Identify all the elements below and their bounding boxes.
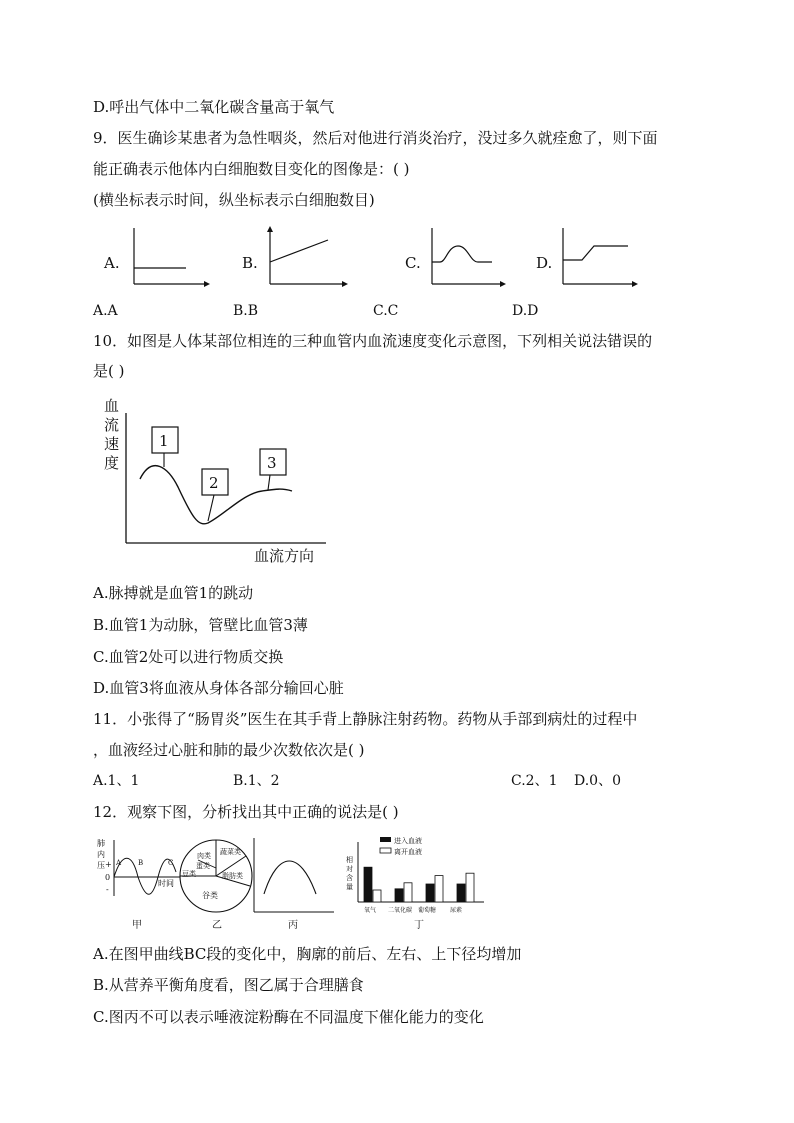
q11-option-a: A.1、1	[93, 773, 140, 789]
q12-jia-caption: 甲	[132, 920, 142, 931]
q12-jia-point-c: C	[168, 859, 174, 867]
q12-ding-bar-in	[395, 889, 403, 902]
q12-ding-legend-in: 进入血液	[394, 837, 422, 845]
q9-graph-b-label: B.	[242, 254, 258, 272]
q12-jia-ylabel-char: 压	[97, 861, 105, 870]
q10-stem-line1: 10．如图是人体某部位相连的三种血管内血流速度变化示意图，下列相关说法错误的	[93, 332, 653, 350]
q12-ding-category: 二氧化碳	[388, 907, 413, 914]
q12-ding-bar-out	[466, 873, 474, 902]
q9-graph-b	[242, 226, 348, 287]
q12-jia-tick-plus: +	[105, 860, 112, 869]
q12-ding-ylabel-char: 对	[346, 865, 353, 873]
q12-jia-point-a: A	[116, 859, 122, 867]
q12-yi-slice-label: 豆类	[182, 870, 196, 878]
q12-jia-tick-zero: 0	[105, 873, 111, 882]
q11-stem-line2: ，血液经过心脏和肺的最少次数依次是( )	[93, 741, 365, 759]
q12-fig-bing	[254, 838, 334, 931]
q9-answer-c: C.C	[373, 303, 399, 319]
q10-box-2-label: 2	[209, 474, 219, 492]
q10-stem-line2: 是( )	[93, 362, 125, 380]
q9-note: (横坐标表示时间，纵坐标表示白细胞数目)	[93, 191, 375, 209]
q12-figures	[94, 832, 494, 934]
q12-yi-slice-label: 蛋类	[196, 862, 210, 870]
q10-option-a: A.脉搏就是血管1的跳动	[93, 584, 254, 602]
q11-option-b: B.1、2	[233, 773, 280, 789]
q12-ding-bar-in	[457, 884, 465, 902]
q12-yi-slice-label: 肉类	[197, 852, 211, 860]
q9-answer-a: A.A	[93, 303, 118, 319]
q12-bing-caption: 丙	[288, 920, 298, 931]
q9-stem-line1: 9．医生确诊某患者为急性咽炎，然后对他进行消炎治疗，没过多久就痊愈了，则下面	[93, 129, 658, 147]
q9-stem-line2: 能正确表示他体内白细胞数目变化的图像是：( )	[93, 160, 410, 178]
q12-ding-category: 尿素	[450, 907, 463, 914]
q12-option-a: A.在图甲曲线BC段的变化中，胸廓的前后、左右、上下径均增加	[93, 945, 522, 963]
q10-ylabel-char: 度	[104, 454, 120, 472]
q9-answer-d: D.D	[512, 303, 539, 319]
q12-ding-category: 葡萄糖	[418, 907, 437, 914]
q10-blood-flow-figure	[100, 395, 330, 567]
q10-ylabel-char: 速	[104, 435, 120, 453]
q12-ding-bar-out	[435, 876, 443, 902]
q12-ding-bar-out	[373, 890, 381, 902]
q12-jia-ylabel-char: 内	[97, 850, 105, 859]
q11-option-c: C.2、1	[511, 773, 558, 789]
q10-box-3-label: 3	[267, 454, 277, 472]
q12-stem: 12．观察下图，分析找出其中正确的说法是( )	[93, 803, 399, 821]
q12-ding-bar-in	[426, 884, 434, 902]
q12-jia-tick-minus: -	[106, 885, 109, 894]
q12-ding-bar-in	[364, 867, 372, 902]
q12-yi-slice-label: 谷类	[202, 891, 218, 900]
q12-yi-slice-label: 脂肪类	[222, 872, 243, 880]
q9-graph-c-label: C.	[405, 254, 421, 272]
q12-option-b: B.从营养平衡角度看，图乙属于合理膳食	[93, 976, 364, 994]
q12-ding-ylabel-char: 含	[346, 874, 353, 882]
q10-option-b: B.血管1为动脉，管壁比血管3薄	[93, 616, 308, 634]
q12-ding-legend-swatch-out	[380, 848, 391, 853]
q10-box-1-label: 1	[159, 432, 169, 450]
q12-fig-ding	[346, 836, 484, 931]
q9-answer-b: B.B	[233, 303, 259, 319]
q10-option-c: C.血管2处可以进行物质交换	[93, 648, 284, 666]
q9-graph-a-label: A.	[104, 254, 120, 272]
q12-yi-slice-label: 蔬菜类	[220, 848, 241, 856]
q12-ding-legend-swatch-in	[380, 837, 391, 842]
q12-fig-jia	[97, 838, 180, 931]
q12-fig-yi	[180, 840, 252, 931]
q12-jia-xlabel: 时间	[158, 879, 174, 888]
q9-option-graphs	[100, 222, 660, 294]
q12-ding-category: 氧气	[364, 907, 377, 914]
q11-option-d: D.0、0	[574, 773, 621, 789]
q9-graph-c	[405, 228, 506, 287]
q12-yi-caption: 乙	[212, 920, 222, 931]
q12-ding-caption: 丁	[414, 920, 424, 931]
q9-graph-a	[103, 228, 210, 287]
q12-jia-ylabel-char: 肺	[97, 839, 105, 848]
q9-graph-d-label: D.	[536, 254, 553, 272]
q12-ding-legend-out: 离开血液	[394, 848, 422, 856]
q9-graph-d	[536, 228, 638, 287]
q12-jia-point-b: B	[138, 859, 144, 867]
q11-stem-line1: 11．小张得了“肠胃炎”医生在其手背上静脉注射药物。药物从手部到病灶的过程中	[93, 710, 638, 728]
q12-ding-ylabel-char: 量	[346, 883, 353, 891]
q12-ding-bar-out	[404, 883, 412, 902]
q10-xlabel: 血流方向	[254, 547, 315, 565]
q10-ylabel	[104, 397, 119, 472]
q12-ding-ylabel-char: 相	[346, 856, 353, 864]
q12-option-c: C.图丙不可以表示唾液淀粉酶在不同温度下催化能力的变化	[93, 1008, 484, 1026]
q10-ylabel-char: 流	[104, 416, 120, 434]
q10-ylabel-char: 血	[104, 397, 120, 415]
q10-option-d: D.血管3将血液从身体各部分输回心脏	[93, 679, 344, 697]
q8-option-d: D.呼出气体中二氧化碳含量高于氧气	[93, 98, 335, 116]
